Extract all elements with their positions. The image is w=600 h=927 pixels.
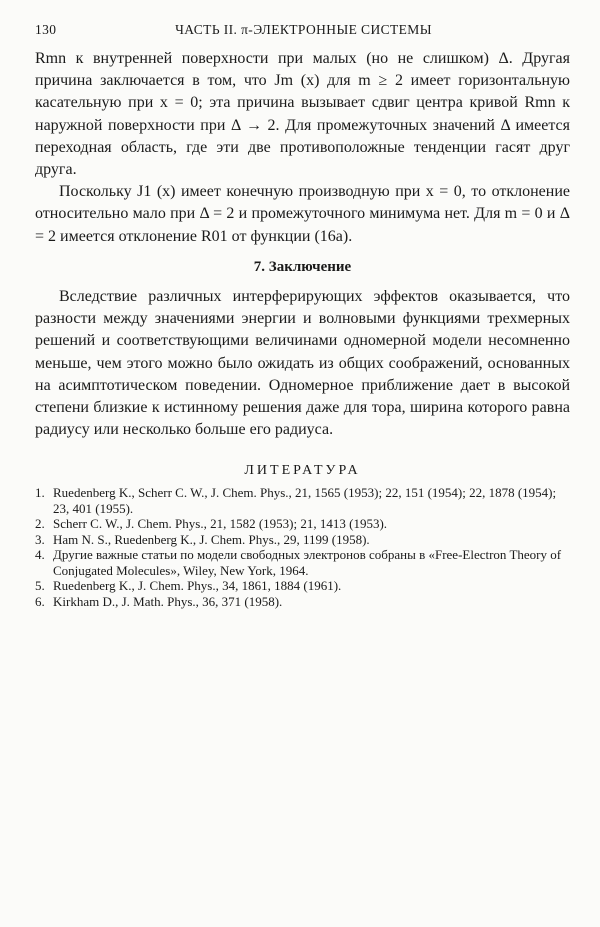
paragraph-conclusion: Вследствие различных интерферирующих эффектов оказывается, что разности между значениями энергии и волновыми функциями трехмерных решений и соответствующими величинами одномерной модели несомненно меньше, чем этого можно было ожидать из общих соображений, основанных на асимптотическом поведении. Одномерное приближение дает в высокой степени близкие к истинному решения даже для тора, ширина которого равна радиусу или несколько больше его радиуса. — [35, 288, 570, 439]
paragraph-continuation: Rmn к внутренней поверхности при малых (но не слишком) Δ. Другая причина заключается в том, что Jm (x) для m ≥ 2 имеет горизонтальную касательную при x = 0; эта причина вызывает сдвиг центра кривой Rmn к наружной поверхности при Δ → 2. Для промежуточных значений Δ имеется переходная область, где эти две противоположные тенденции гасят друг друга. — [35, 50, 570, 179]
reference-item: 3. Ham N. S., Ruedenberg K., J. Chem. Phys., 29, 1199 (1958). — [35, 531, 370, 547]
section-title: 7. Заключение — [253, 258, 352, 275]
reference-item: 5. Ruedenberg K., J. Chem. Phys., 34, 1861, 1884 (1961). — [35, 578, 342, 594]
page-number: 130 — [35, 22, 57, 37]
reference-item: 1. Ruedenberg K., Scherr C. W., J. Chem. Phys., 21, 1565 (1953); 22, 151 (1954); 22, 1878 (1954); 23, 401 (1955). — [35, 485, 557, 516]
page — [35, 22, 570, 609]
reference-item: 6. Kirkham D., J. Math. Phys., 36, 371 (1958). — [35, 593, 283, 609]
running-header — [35, 22, 570, 38]
body-text — [35, 48, 570, 441]
references-title: ЛИТЕРАТУРА — [244, 463, 361, 479]
running-title: ЧАСТЬ II. π-ЭЛЕКТРОННЫЕ СИСТЕМЫ — [175, 22, 432, 37]
reference-item: 4. Другие важные статьи по модели свободных электронов собраны в «Free-Electron Theory of Conjugated Molecules», Wiley, New York, 1964. — [35, 547, 562, 578]
paragraph-j1: Поскольку J1 (x) имеет конечную производную при x = 0, то отклонение относительно мало при Δ = 2 и промежуточного минимума нет. Для m = 0 и Δ = 2 имеется отклонение R01 от функции (16а). — [35, 183, 570, 245]
reference-item: 2. Scherr C. W., J. Chem. Phys., 21, 1582 (1953); 21, 1413 (1953). — [35, 516, 388, 532]
references-list — [35, 485, 570, 609]
